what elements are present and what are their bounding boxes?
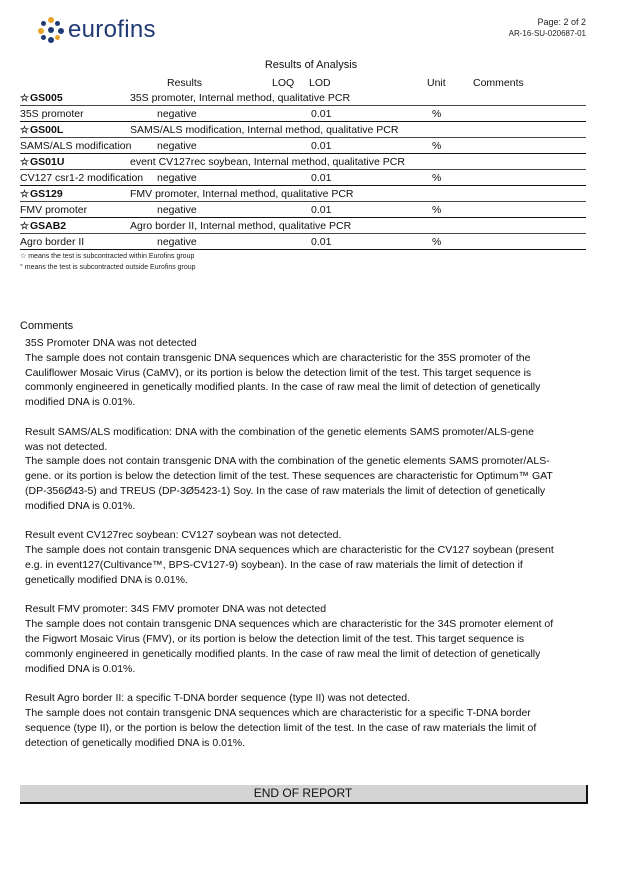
- lod-value: 0.01: [311, 236, 332, 248]
- eurofins-logo: [38, 16, 156, 44]
- test-method: Agro border II, Internal method, qualitative PCR: [130, 220, 352, 232]
- parameter-name: Agro border II: [20, 236, 85, 248]
- comment-agro-title: Result Agro border II: a specific T-DNA border sequence (type II) was not detected.: [25, 692, 411, 705]
- comments-body: [25, 336, 555, 765]
- result-row: [20, 170, 586, 186]
- comments-title: Comments: [20, 320, 74, 332]
- logo-text: eurofins: [68, 16, 156, 43]
- lod-value: 0.01: [311, 140, 332, 152]
- test-row: [20, 122, 586, 138]
- result-row: [20, 202, 586, 218]
- test-code: ☆GS01U: [20, 156, 65, 168]
- result-value: negative: [157, 236, 197, 248]
- lod-value: 0.01: [311, 172, 332, 184]
- comment-sams-title: Result SAMS/ALS modification: DNA with the combination of the genetic elements SAMS promoter/ALS-gene was not detected.: [25, 425, 534, 453]
- parameter-name: FMV promoter: [20, 204, 88, 216]
- comment-35s-text: The sample does not contain transgenic DNA sequences which are characteristic for the 35S promoter of the Cauliflower Mosaic Virus (CaMV), or its portion is below the detection limit of the test. This target sequence is commonly engineered in genetically modified plants. In the case of raw meal the limit of detection of genetically modified DNA is 0.01%.: [25, 351, 541, 409]
- result-row: [20, 106, 586, 122]
- comment-fmv-text: The sample does not contain transgenic DNA sequences which are characteristic for the 34S promoter element of the Figwort Mosaic Virus (FMV), or its portion is below the detection limit of the test. This target sequence is commonly engineered in genetically modified plants. In the case of raw meal the limit of detection of genetically modified DNA is 0.01%.: [25, 618, 554, 675]
- result-row: [20, 138, 586, 154]
- col-unit: Unit: [427, 77, 446, 89]
- subcontract-star-icon: ☆: [20, 125, 29, 136]
- unit-value: %: [432, 108, 442, 120]
- table-body: [20, 90, 586, 250]
- col-comments: Comments: [473, 77, 524, 89]
- parameter-name: 35S promoter: [20, 108, 84, 120]
- unit-value: %: [432, 204, 442, 216]
- result-value: negative: [157, 172, 197, 184]
- test-code: ☆GSAB2: [20, 220, 67, 232]
- result-row: [20, 234, 586, 250]
- test-row: [20, 186, 586, 202]
- report-id: AR-16-SU-020687-01: [508, 29, 586, 38]
- note-outside: ° means the test is subcontracted outside Eurofins group: [20, 264, 196, 271]
- test-method: event CV127rec soybean, Internal method, qualitative PCR: [130, 156, 405, 168]
- result-value: negative: [157, 108, 197, 120]
- test-row: [20, 218, 586, 234]
- col-results: Results: [167, 77, 203, 89]
- subcontract-star-icon: ☆: [20, 93, 29, 104]
- test-method: FMV promoter, Internal method, qualitative PCR: [130, 188, 354, 200]
- page-info: [509, 17, 586, 39]
- test-code: ☆GS005: [20, 92, 63, 104]
- notes: [20, 251, 196, 273]
- end-of-report-bar: END OF REPORT: [20, 785, 588, 804]
- unit-value: %: [432, 236, 442, 248]
- section-title: Results of Analysis: [264, 59, 358, 71]
- test-method: 35S promoter, Internal method, qualitative PCR: [130, 92, 351, 104]
- comment-cv127-title: Result event CV127rec soybean: CV127 soybean was not detected.: [25, 529, 342, 542]
- comment-fmv-title: Result FMV promoter: 34S FMV promoter DNA was not detected: [25, 603, 327, 616]
- test-code: ☆GS129: [20, 188, 63, 200]
- test-row: [20, 90, 586, 106]
- parameter-name: CV127 csr1-2 modification: [20, 172, 144, 184]
- result-value: negative: [157, 204, 197, 216]
- subcontract-star-icon: ☆: [20, 157, 29, 168]
- parameter-name: SAMS/ALS modification: [20, 140, 132, 152]
- note-within: ☆ means the test is subcontracted within Eurofins group: [20, 253, 195, 260]
- comment-agro-text: The sample does not contain transgenic DNA sequences which are characteristic for a specific T-DNA border sequence (type II), or the portion is below the detection limit of the test. In the case of raw materials the limit of detection of genetically modified DNA is 0.01%.: [25, 706, 537, 749]
- subcontract-star-icon: ☆: [20, 189, 29, 200]
- logo-dots-icon: [38, 17, 64, 43]
- col-lod: LOD: [309, 77, 331, 89]
- comment-cv127-text: The sample does not contain transgenic DNA sequences which are characteristic for the CV127 soybean (present e.g. in event127(Cultivance™, BPS-CV127-9) soybean). In the case of raw materials the limit of detection if genetically modified DNA is 0.01%.: [25, 544, 554, 586]
- lod-value: 0.01: [311, 204, 332, 216]
- lod-value: 0.01: [311, 108, 332, 120]
- subcontract-star-icon: ☆: [20, 221, 29, 232]
- unit-value: %: [432, 172, 442, 184]
- result-value: negative: [157, 140, 197, 152]
- col-loq: LOQ: [272, 77, 295, 89]
- test-code: ☆GS00L: [20, 124, 64, 136]
- test-row: [20, 154, 586, 170]
- unit-value: %: [432, 140, 442, 152]
- test-method: SAMS/ALS modification, Internal method, qualitative PCR: [130, 124, 399, 136]
- results-table: [20, 76, 586, 250]
- table-header: [20, 76, 586, 90]
- comment-sams-text: The sample does not contain transgenic DNA with the combination of the genetic elements SAMS promoter/ALS-gene. or its portion is below the detection limit of the test. These sequences are characteristic for Optimum™ GAT (DP-356Ø43-5) and TREUS (DP-3Ø5423-1) Soy. In the case of raw materials the limit of detection of genetically modified DNA is 0.01%.: [25, 455, 553, 512]
- page-number: Page: 2 of 2: [537, 17, 586, 27]
- comment-35s-title: 35S Promoter DNA was not detected: [25, 337, 197, 349]
